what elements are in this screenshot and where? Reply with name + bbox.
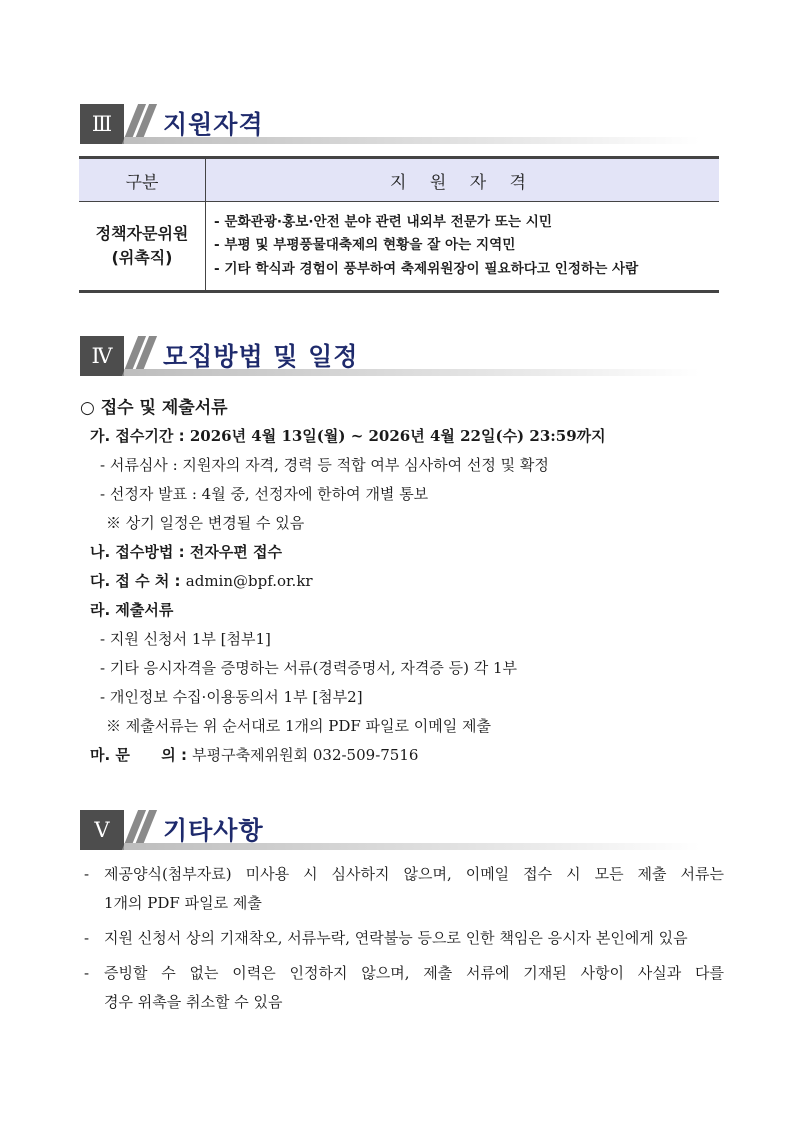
note-a-1: - 서류심사 : 지원자의 자격, 경력 등 적합 여부 심사하여 선정 및 확정 xyxy=(100,456,549,474)
item-a: 가. 접수기간 : 2026년 4월 13일(월) ~ 2026년 4월 22일(수) 23:59까지 xyxy=(90,427,606,445)
qualification-list xyxy=(206,202,720,292)
section-3-title: 지원자격 xyxy=(163,110,264,139)
section-3-header xyxy=(80,104,700,144)
list-item: - 제공양식(첨부자료) 미사용 시 심사하지 않으며, 이메일 접수 시 모든 제출 서류는 1개의 PDF 파일로 제출 xyxy=(84,865,724,912)
item-c: 다. 접 수 처 : admin@bpf.or.kr xyxy=(90,572,313,590)
section-5-header xyxy=(80,810,700,850)
section-4-numeral: Ⅳ xyxy=(80,336,124,376)
item-b: 나. 접수방법 : 전자우편 접수 xyxy=(90,543,282,561)
section-5-numeral: Ⅴ xyxy=(80,810,124,850)
section-4-title: 모집방법 및 일정 xyxy=(163,342,359,371)
note-a-3: ※ 상기 일정은 변경될 수 있음 xyxy=(106,514,305,532)
table-header-category: 구분 xyxy=(79,158,206,202)
table-row xyxy=(79,202,719,292)
section-4-header xyxy=(80,336,700,376)
note-d-3: - 개인정보 수집·이용동의서 1부 [첨부2] xyxy=(100,688,363,706)
item-e: 마. 문 의 : 부평구축제위원회 032-509-7516 xyxy=(90,746,419,764)
item-d: 라. 제출서류 xyxy=(90,601,174,619)
note-d-2: - 기타 응시자격을 증명하는 서류(경력증명서, 자격증 등) 각 1부 xyxy=(100,659,517,677)
section-5-title: 기타사항 xyxy=(163,816,264,845)
qualification-item: - 기타 학식과 경험이 풍부하여 축제위원장이 필요하다고 인정하는 사람 xyxy=(214,260,639,277)
qualification-item: - 부평 및 부평풍물대축제의 현황을 잘 아는 지역민 xyxy=(214,237,516,254)
row-label: 정책자문위원 (위촉직) xyxy=(79,202,206,292)
qualification-table xyxy=(79,156,719,293)
section-3-numeral: Ⅲ xyxy=(80,104,124,144)
note-d-1: - 지원 신청서 1부 [첨부1] xyxy=(100,630,271,648)
subheading-submission: ○ 접수 및 제출서류 xyxy=(80,398,228,418)
table-header-qualification: 지 원 자 격 xyxy=(206,158,720,202)
note-a-2: - 선정자 발표 : 4월 중, 선정자에 한하여 개별 통보 xyxy=(100,485,429,503)
note-d-4: ※ 제출서류는 위 순서대로 1개의 PDF 파일로 이메일 제출 xyxy=(106,717,492,735)
list-item: - 지원 신청서 상의 기재착오, 서류누락, 연락불능 등으로 인한 책임은 응시자 본인에게 있음 xyxy=(84,929,688,947)
qualification-item: - 문화관광·홍보·안전 분야 관련 내외부 전문가 또는 시민 xyxy=(214,213,552,230)
other-notes-list xyxy=(84,860,724,1017)
list-item: - 증빙할 수 없는 이력은 인정하지 않으며, 제출 서류에 기재된 사항이 사실과 다를 경우 위촉을 취소할 수 있음 xyxy=(84,964,724,1011)
